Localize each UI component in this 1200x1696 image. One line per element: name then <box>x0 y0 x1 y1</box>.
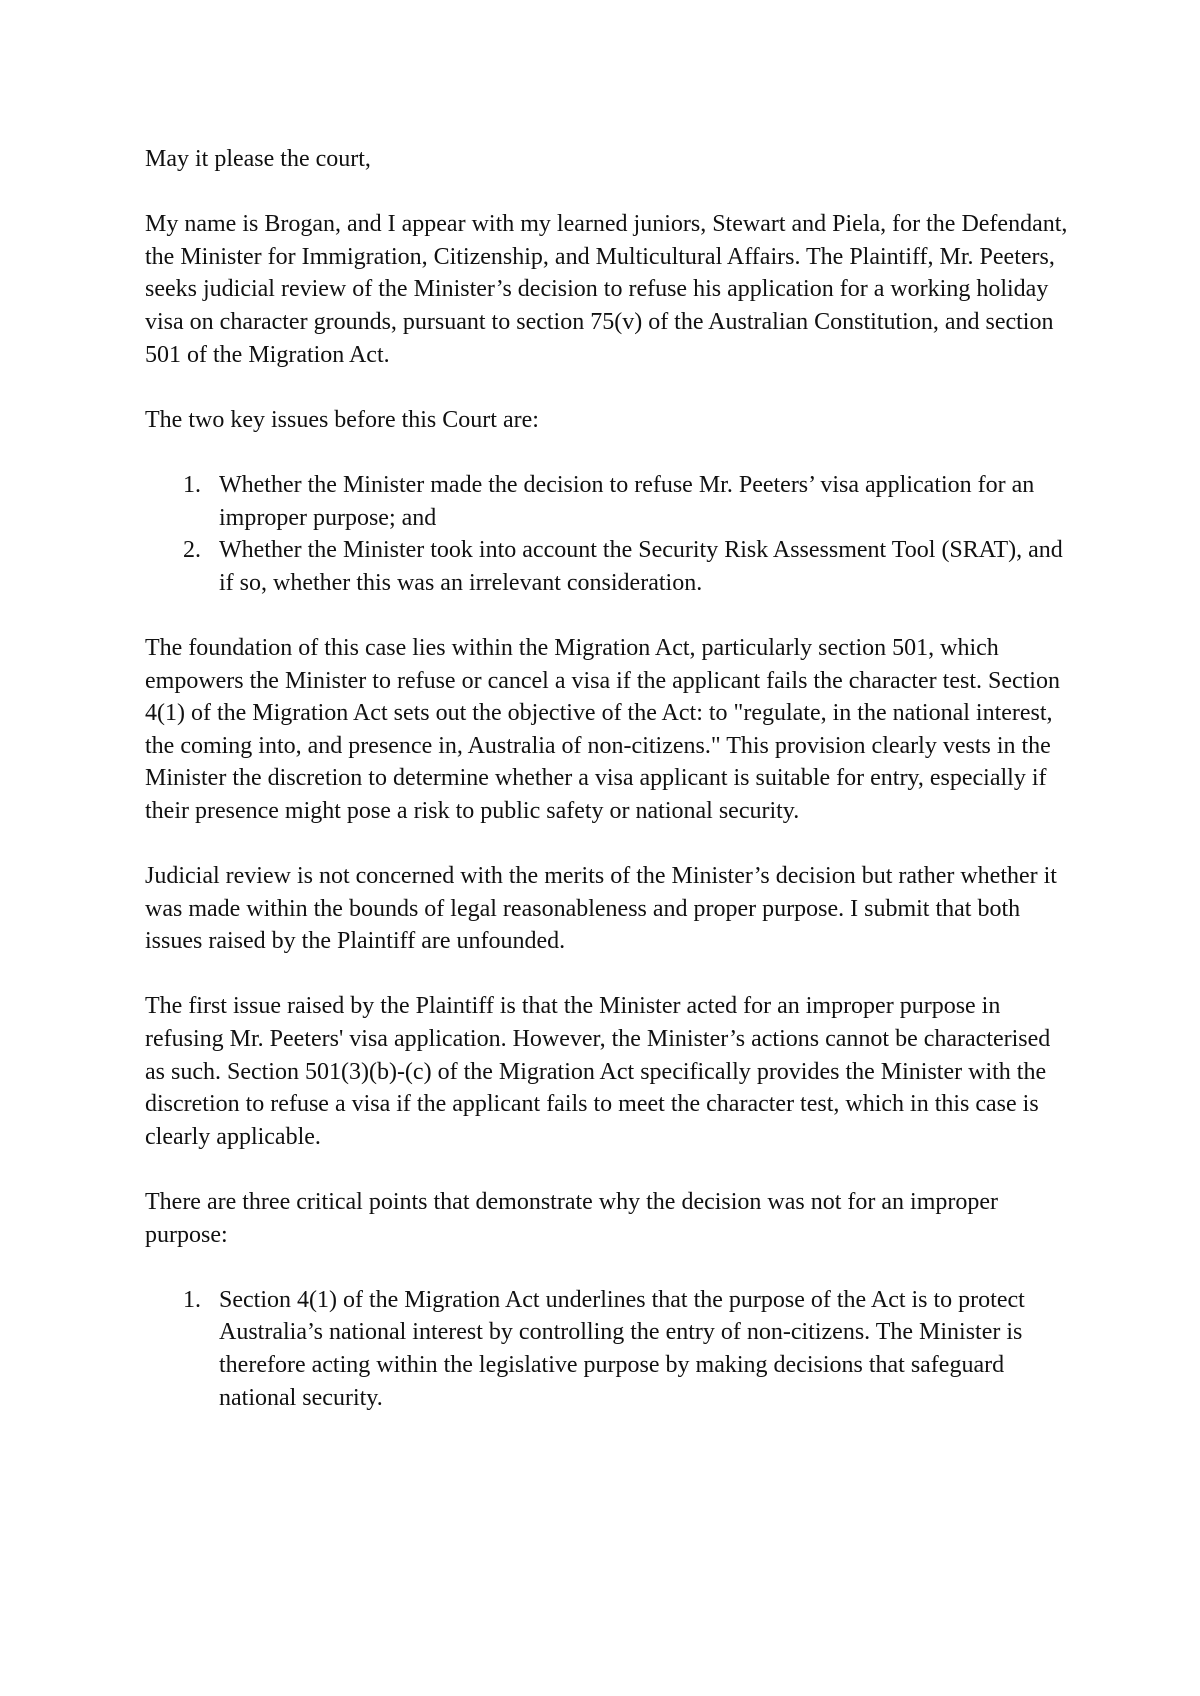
greeting-paragraph: May it please the court, <box>145 146 371 172</box>
list-item <box>145 534 1070 599</box>
points-intro-paragraph: There are three critical points that demonstrate why the decision was not for an improper purpose: <box>145 1189 999 1248</box>
list-item <box>145 1284 1070 1414</box>
document-body <box>145 143 1070 1447</box>
list-item <box>145 469 1070 534</box>
issues-list <box>145 469 1070 599</box>
intro-paragraph: My name is Brogan, and I appear with my learned juniors, Stewart and Piela, for the Defendant, the Minister for Immigration, Citizenship, and Multicultural Affairs. The Plaintiff, Mr. Peeters, seeks judicial review of the Minister’s decision to refuse his application for a working holiday visa on character grounds, pursuant to section 75(v) of the Australian Constitution, and section 501 of the Migration Act. <box>145 211 1068 368</box>
first-issue-paragraph: The first issue raised by the Plaintiff is that the Minister acted for an improper purpose in refusing Mr. Peeters' visa application. However, the Minister’s actions cannot be characterised as such. Section 501(3)(b)-(c) of the Migration Act specifically provides the Minister with the discretion to refuse a visa if the applicant fails to meet the character test, which in this case is clearly applicable. <box>145 993 1051 1150</box>
list-item-number: 1. <box>183 1286 201 1313</box>
issues-intro-paragraph: The two key issues before this Court are: <box>145 406 539 433</box>
judicial-review-paragraph: Judicial review is not concerned with the merits of the Minister’s decision but rather whether it was made within the bounds of legal reasonableness and proper purpose. I submit that both issues raised by the Plaintiff are unfounded. <box>145 863 1057 955</box>
list-item-text: Whether the Minister took into account the Security Risk Assessment Tool (SRAT), and if so, whether this was an irrelevant consideration. <box>219 537 1063 596</box>
points-list <box>145 1284 1070 1414</box>
foundation-paragraph: The foundation of this case lies within the Migration Act, particularly section 501, which empowers the Minister to refuse or cancel a visa if the applicant fails the character test. Section 4(1) of the Migration Act sets out the objective of the Act: to "regulate, in the national interest, the coming into, and presence in, Australia of non-citizens." This provision clearly vests in the Minister the discretion to determine whether a visa applicant is suitable for entry, especially if their presence might pose a risk to public safety or national security. <box>145 634 1060 824</box>
list-item-text: Whether the Minister made the decision to refuse Mr. Peeters’ visa application for an improper purpose; and <box>219 471 1035 531</box>
list-item-text: Section 4(1) of the Migration Act underlines that the purpose of the Act is to protect Australia’s national interest by controlling the entry of non-citizens. The Minister is therefore acting within the legislative purpose by making decisions that safeguard national security. <box>219 1286 1025 1411</box>
list-item-number: 1. <box>183 471 201 498</box>
list-item-number: 2. <box>183 537 201 564</box>
